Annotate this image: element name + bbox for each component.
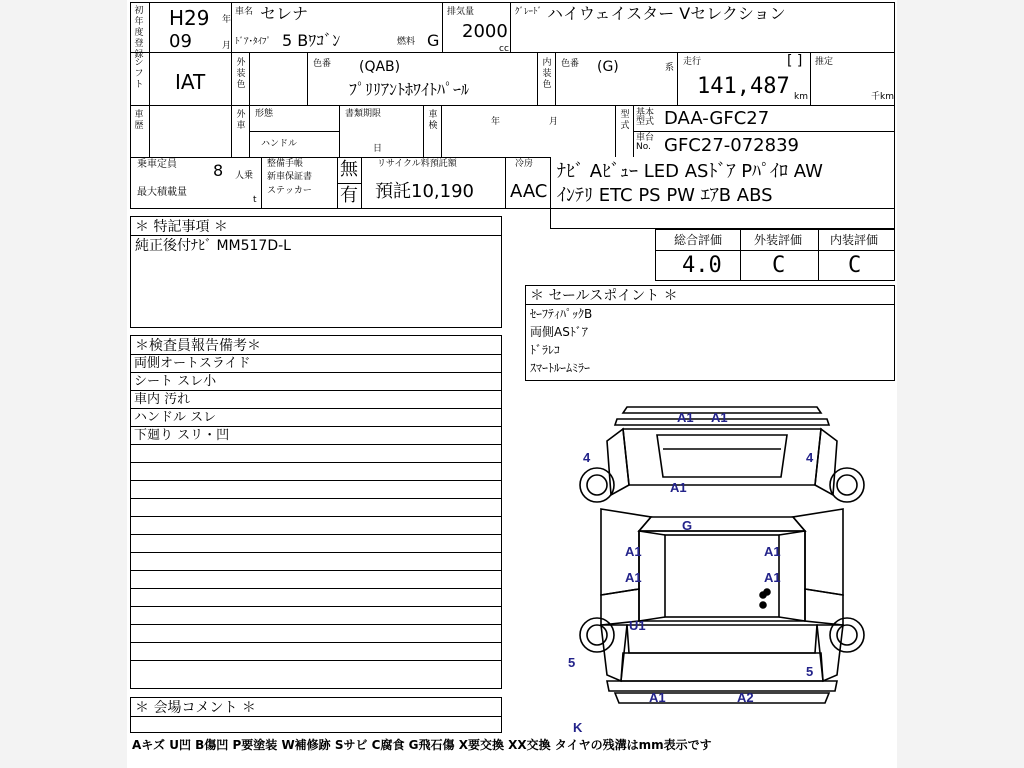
mark-front-bumper-left: A1 (677, 410, 694, 425)
report-line-empty (131, 588, 501, 606)
scores-box (655, 229, 895, 281)
report-line: 下廻り スリ・凹 (131, 426, 501, 444)
mark-front-bumper-right: A1 (711, 410, 728, 425)
capacity-label: 乗車定員 (137, 159, 177, 170)
mark-tyre-rear-left: 5 (568, 655, 576, 670)
windshield (639, 517, 805, 531)
month-label: 月 (549, 117, 559, 127)
color-no-label: 色番 (313, 59, 332, 69)
int-color-label: 内装色 (542, 58, 552, 90)
tyre-front-left (580, 468, 614, 502)
right-margin (897, 0, 1024, 768)
report-line: 車内 汚れ (131, 390, 501, 408)
capacity-unit: 人乗 (235, 171, 254, 181)
grade-value: ハイウェイスター Vセレクション (547, 4, 786, 23)
selling-points-title: ＊ セールスポイント ＊ (530, 288, 678, 304)
int-color-no-label: 色番 (561, 59, 580, 69)
mark-tyre-rear-right: 5 (806, 664, 814, 679)
base-model: DAA-GFC27 (664, 108, 770, 129)
report-line: シート スレ小 (131, 372, 501, 390)
history-label: 車歴 (134, 110, 144, 131)
mark-rear-bumper-left: A1 (649, 690, 666, 705)
car-damage-diagram (567, 385, 877, 725)
capacity-value: 8 (213, 161, 224, 180)
chassis-number: GFC27-072839 (664, 135, 799, 156)
report-line: 両側オートスライド (131, 354, 501, 372)
damage-legend: Aキズ U凹 B傷凹 P要塗装 W補修跡 Sサビ C腐食 G飛石傷 X要交換 XX交換 タイヤの残溝はmm表示です (132, 738, 712, 752)
report-line-empty (131, 642, 501, 660)
equipment-line-2: ｲﾝﾃﾘ ETC PS PW ｴｱB ABS (557, 185, 773, 206)
shift-value: IAT (175, 70, 206, 94)
handle-label: ハンドル (261, 139, 298, 149)
mark-rear-bumper-right: A2 (737, 690, 754, 705)
max-load-unit: t (253, 195, 257, 205)
inspector-report-title: ＊検査員報告備考＊ (135, 338, 261, 354)
venue-comment-title: ＊ 会場コメント ＊ (135, 700, 256, 716)
tyre-front-right (830, 468, 864, 502)
mileage-value: 141,487 (697, 74, 790, 99)
estimate-label: 推定 (815, 57, 834, 67)
mark-door-front-left: A1 (625, 544, 642, 559)
mark-windshield: G (682, 518, 693, 533)
hood-inner (657, 435, 787, 477)
selling-point: ﾄﾞﾗﾚｺ (530, 343, 561, 357)
ac-label: 冷房 (515, 159, 534, 169)
selling-points-box (525, 285, 895, 381)
report-line-empty (131, 498, 501, 516)
displacement-value: 2000 (462, 21, 508, 42)
sticker-label: ステッカー (267, 186, 312, 196)
mark-door-rear-right: A1 (764, 570, 781, 585)
estimate-unit: 千km (871, 92, 894, 102)
displacement-unit: cc (499, 44, 509, 54)
displacement-label: 排気量 (447, 7, 475, 17)
mileage-bracket: [ ] (787, 53, 803, 69)
year-unit: 年 (222, 15, 232, 25)
fuel-label: 燃料 (397, 37, 416, 47)
car-name-label: 車名 (235, 7, 254, 17)
left-margin (0, 0, 127, 768)
year-label: 年 (491, 117, 501, 127)
tyre-rear-left (580, 618, 614, 652)
report-line-empty (131, 624, 501, 642)
shift-label: シフト (134, 58, 144, 90)
fender-front-right (815, 429, 837, 495)
door-handle-right-2 (760, 602, 766, 608)
interior-score: C (848, 253, 862, 278)
mark-hood: A1 (670, 480, 687, 495)
color-name: ﾌﾟﾘﾘｱﾝﾄﾎﾜｲﾄﾊﾟｰﾙ (349, 80, 470, 99)
report-line-empty (131, 660, 501, 678)
int-color: (G) (597, 59, 619, 75)
overall-score: 4.0 (682, 253, 722, 278)
mark-door-rear-left: A1 (625, 570, 642, 585)
base-model-label: 基本型式 (636, 108, 655, 127)
rear-hatch (621, 653, 823, 681)
report-line-empty (131, 480, 501, 498)
door-right (805, 589, 843, 625)
inspection-mark: 車検 (428, 110, 438, 131)
interior-score-label: 内装評価 (830, 233, 879, 247)
ext-color-label: 外装色 (236, 58, 246, 90)
report-line-empty (131, 516, 501, 534)
recycle-value: 預託10,190 (375, 181, 474, 202)
fender-front-left (607, 429, 629, 495)
report-line-empty (131, 552, 501, 570)
model-label: 型式 (620, 110, 630, 131)
inspector-report-box (130, 335, 502, 689)
car-name: セレナ (260, 4, 309, 23)
auction-sheet (127, 0, 897, 768)
recycle-label: リサイクル料預託額 (377, 159, 457, 169)
color-code: (QAB) (359, 59, 401, 75)
report-line-empty (131, 606, 501, 624)
grade-label: ｸﾞﾚｰﾄﾞ (515, 7, 543, 17)
chassis-label: 車台No. (636, 133, 655, 152)
report-line-empty (131, 570, 501, 588)
door-type-label: ﾄﾞｱ･ﾀｲﾌﾟ (235, 37, 272, 47)
maintenance-label: 整備手帳 (267, 159, 304, 169)
selling-point: ｽﾏｰﾄﾙｰﾑﾐﾗｰ (530, 361, 591, 375)
door-type: 5 Bﾜｺﾞﾝ (282, 31, 341, 50)
selling-point: 両側ASﾄﾞｱ (530, 325, 588, 339)
first-reg-label: 初年度登録 (134, 6, 144, 60)
mark-tyre-front-left: 4 (583, 450, 591, 465)
report-line: ハンドル スレ (131, 408, 501, 426)
warranty-label: 新車保証書 (267, 172, 313, 182)
mark-tyre-front-right: 4 (806, 450, 814, 465)
tyre-rear-right (830, 618, 864, 652)
mark-sill-left: U1 (629, 618, 646, 633)
max-load-label: 最大積載量 (137, 187, 187, 198)
mark-rear-k: K (573, 720, 583, 735)
special-notes-title: ＊ 特記事項 ＊ (135, 219, 228, 235)
mark-door-front-right: A1 (764, 544, 781, 559)
rear-bumper-lower (615, 693, 829, 703)
warranty-value: 有 (340, 185, 358, 206)
overall-score-label: 総合評価 (674, 233, 723, 247)
selling-point: ｾｰﾌﾃｨﾊﾟｯｸB (530, 307, 593, 321)
rear-bumper (607, 681, 837, 691)
equipment-line-1: ﾅﾋﾞ Aﾋﾞｭｰ LED ASﾄﾞｱ Pﾊﾟｲﾛ AW (557, 161, 823, 182)
inspection-label: 書類期限 (345, 109, 382, 119)
fuel-value: G (427, 31, 440, 50)
report-line-empty (131, 534, 501, 552)
ac-value: AAC (510, 181, 548, 202)
side-front-right (793, 509, 843, 595)
venue-comment-box (130, 697, 502, 733)
report-line-empty (131, 444, 501, 462)
type-label: 形態 (255, 109, 274, 119)
day-label: 日 (373, 144, 383, 154)
ext-car-label: 外車 (236, 110, 246, 131)
maintenance-value: 無 (340, 159, 358, 180)
exterior-score: C (772, 253, 786, 278)
year-value: H29 (169, 6, 210, 30)
special-note-line: 純正後付ﾅﾋﾞ MM517D-L (135, 238, 291, 254)
month-unit: 月 (222, 41, 232, 51)
rear-window (627, 625, 817, 653)
exterior-score-label: 外装評価 (754, 233, 803, 247)
mileage-unit: km (794, 92, 808, 102)
mileage-label: 走行 (683, 57, 702, 67)
month-value: 09 (169, 31, 192, 52)
int-color-suffix: 系 (665, 63, 675, 73)
report-line-empty (131, 462, 501, 480)
special-notes-box (130, 216, 502, 328)
